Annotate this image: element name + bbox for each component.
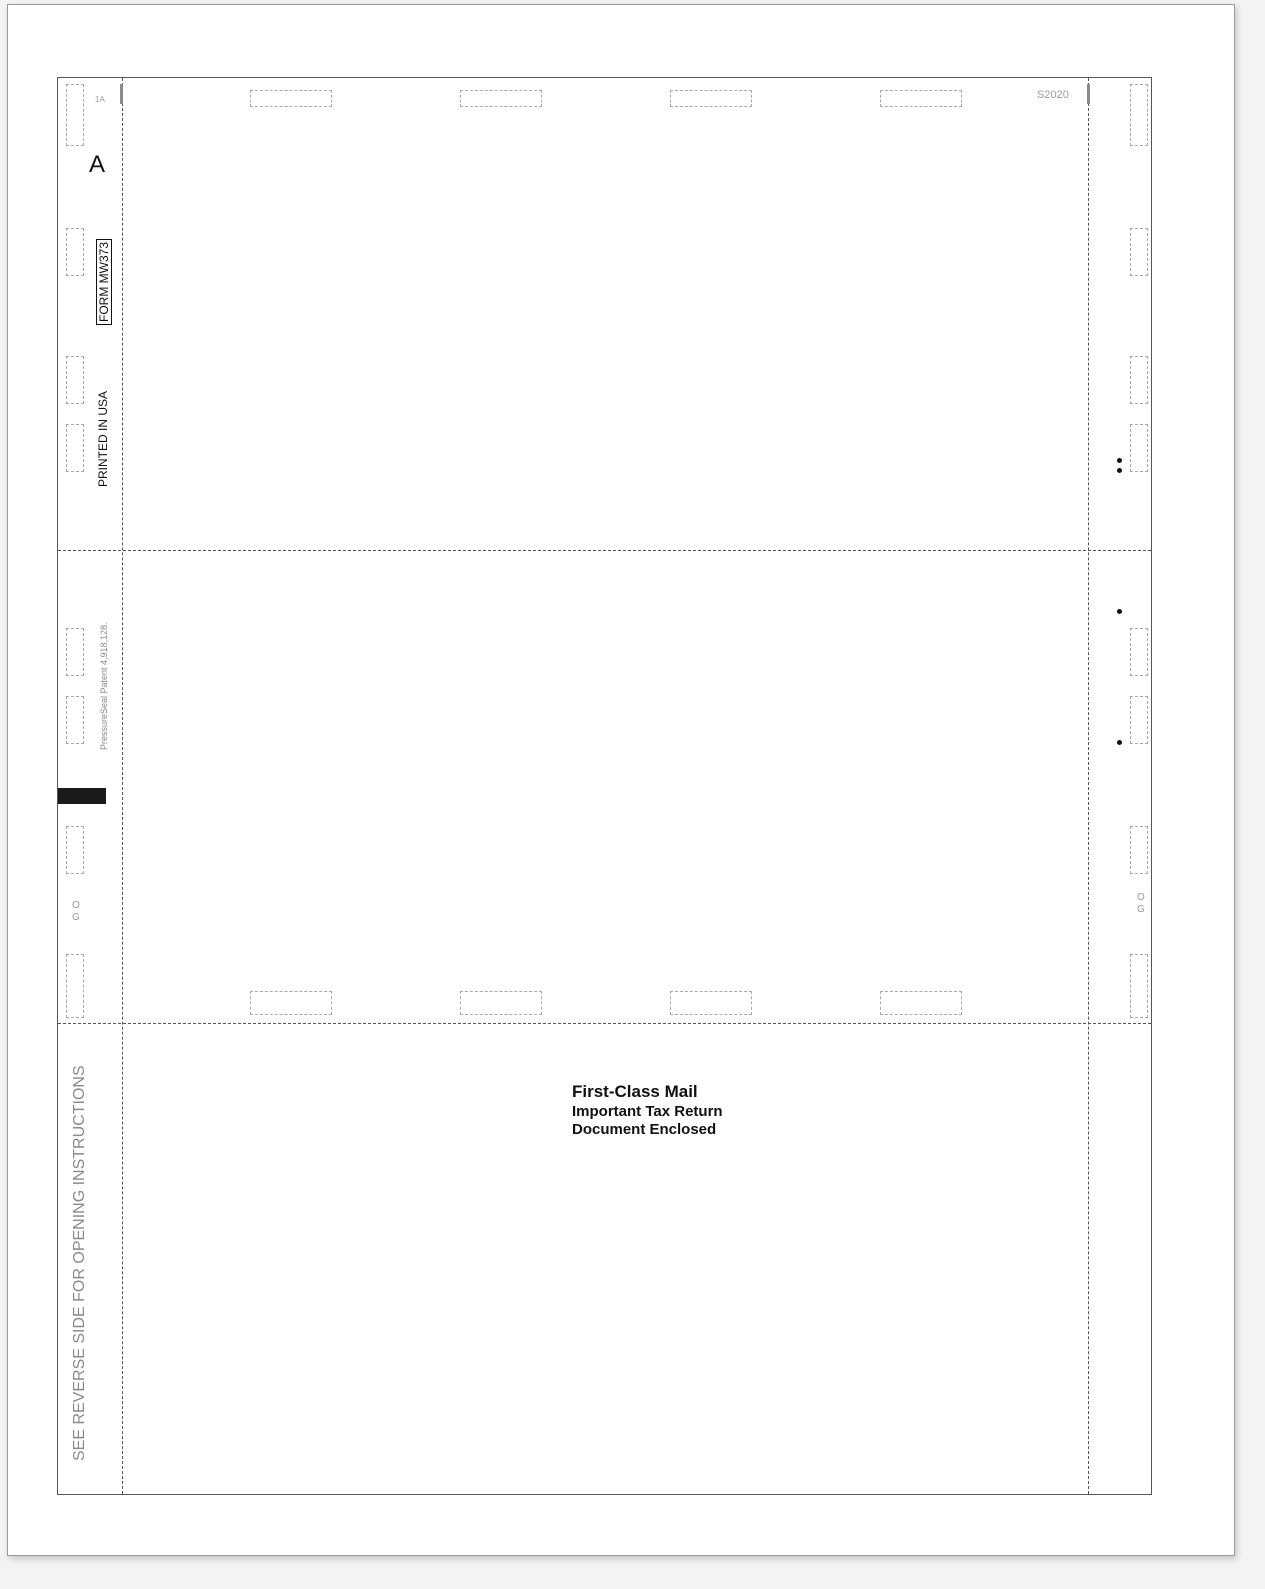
right-top-bar xyxy=(1087,84,1090,104)
mailing-line-3: Document Enclosed xyxy=(572,1121,717,1138)
right-guide-box xyxy=(1130,696,1148,744)
top-guide-box xyxy=(250,90,332,107)
left-guide-box xyxy=(66,356,84,404)
right-guide-box xyxy=(1130,954,1148,1018)
left-guide-box xyxy=(66,84,84,146)
left-guide-box xyxy=(66,826,84,874)
left-guide-box xyxy=(66,424,84,472)
top-guide-box xyxy=(880,90,962,107)
left-guide-box xyxy=(66,696,84,744)
fold-line-lower xyxy=(58,1023,1151,1024)
opening-instructions: SEE REVERSE SIDE FOR OPENING INSTRUCTIONS xyxy=(71,1065,88,1461)
left-guide-box xyxy=(66,228,84,276)
right-guide-box xyxy=(1130,628,1148,676)
left-top-bar xyxy=(120,84,123,104)
stock-code: S2020 xyxy=(1037,89,1069,101)
patent-notice: PressureSeal Patent 4,918,128. xyxy=(99,622,109,750)
bottom-guide-box xyxy=(460,991,542,1015)
bottom-guide-box xyxy=(880,991,962,1015)
registration-dot xyxy=(1117,468,1122,473)
og-mark-right: O G xyxy=(1137,892,1145,915)
left-guide-box xyxy=(66,628,84,676)
bottom-guide-box xyxy=(670,991,752,1015)
copy-letter: A xyxy=(89,151,106,178)
right-perforation-line xyxy=(1088,78,1089,1494)
mailing-class: First-Class Mail xyxy=(572,1082,698,1101)
left-perforation-line xyxy=(122,78,123,1494)
copy-code: 1A xyxy=(95,95,105,104)
form-number: FORM MW373 xyxy=(96,239,112,325)
left-guide-box xyxy=(66,954,84,1018)
printed-in-usa: PRINTED IN USA xyxy=(96,390,110,487)
mailing-notice xyxy=(572,1081,723,1139)
registration-dot xyxy=(1117,740,1122,745)
timing-mark xyxy=(58,788,106,804)
og-mark-left: O G xyxy=(72,900,80,923)
registration-dot xyxy=(1117,458,1122,463)
fold-line-upper xyxy=(58,550,1151,551)
right-guide-box xyxy=(1130,424,1148,472)
form-sheet xyxy=(7,4,1235,1556)
registration-dot xyxy=(1117,609,1122,614)
right-guide-box xyxy=(1130,228,1148,276)
right-guide-box xyxy=(1130,826,1148,874)
top-guide-box xyxy=(670,90,752,107)
right-guide-box xyxy=(1130,356,1148,404)
pressure-seal-form xyxy=(57,77,1152,1495)
bottom-guide-box xyxy=(250,991,332,1015)
right-guide-box xyxy=(1130,84,1148,146)
mailing-line-2: Important Tax Return xyxy=(572,1103,723,1120)
top-guide-box xyxy=(460,90,542,107)
